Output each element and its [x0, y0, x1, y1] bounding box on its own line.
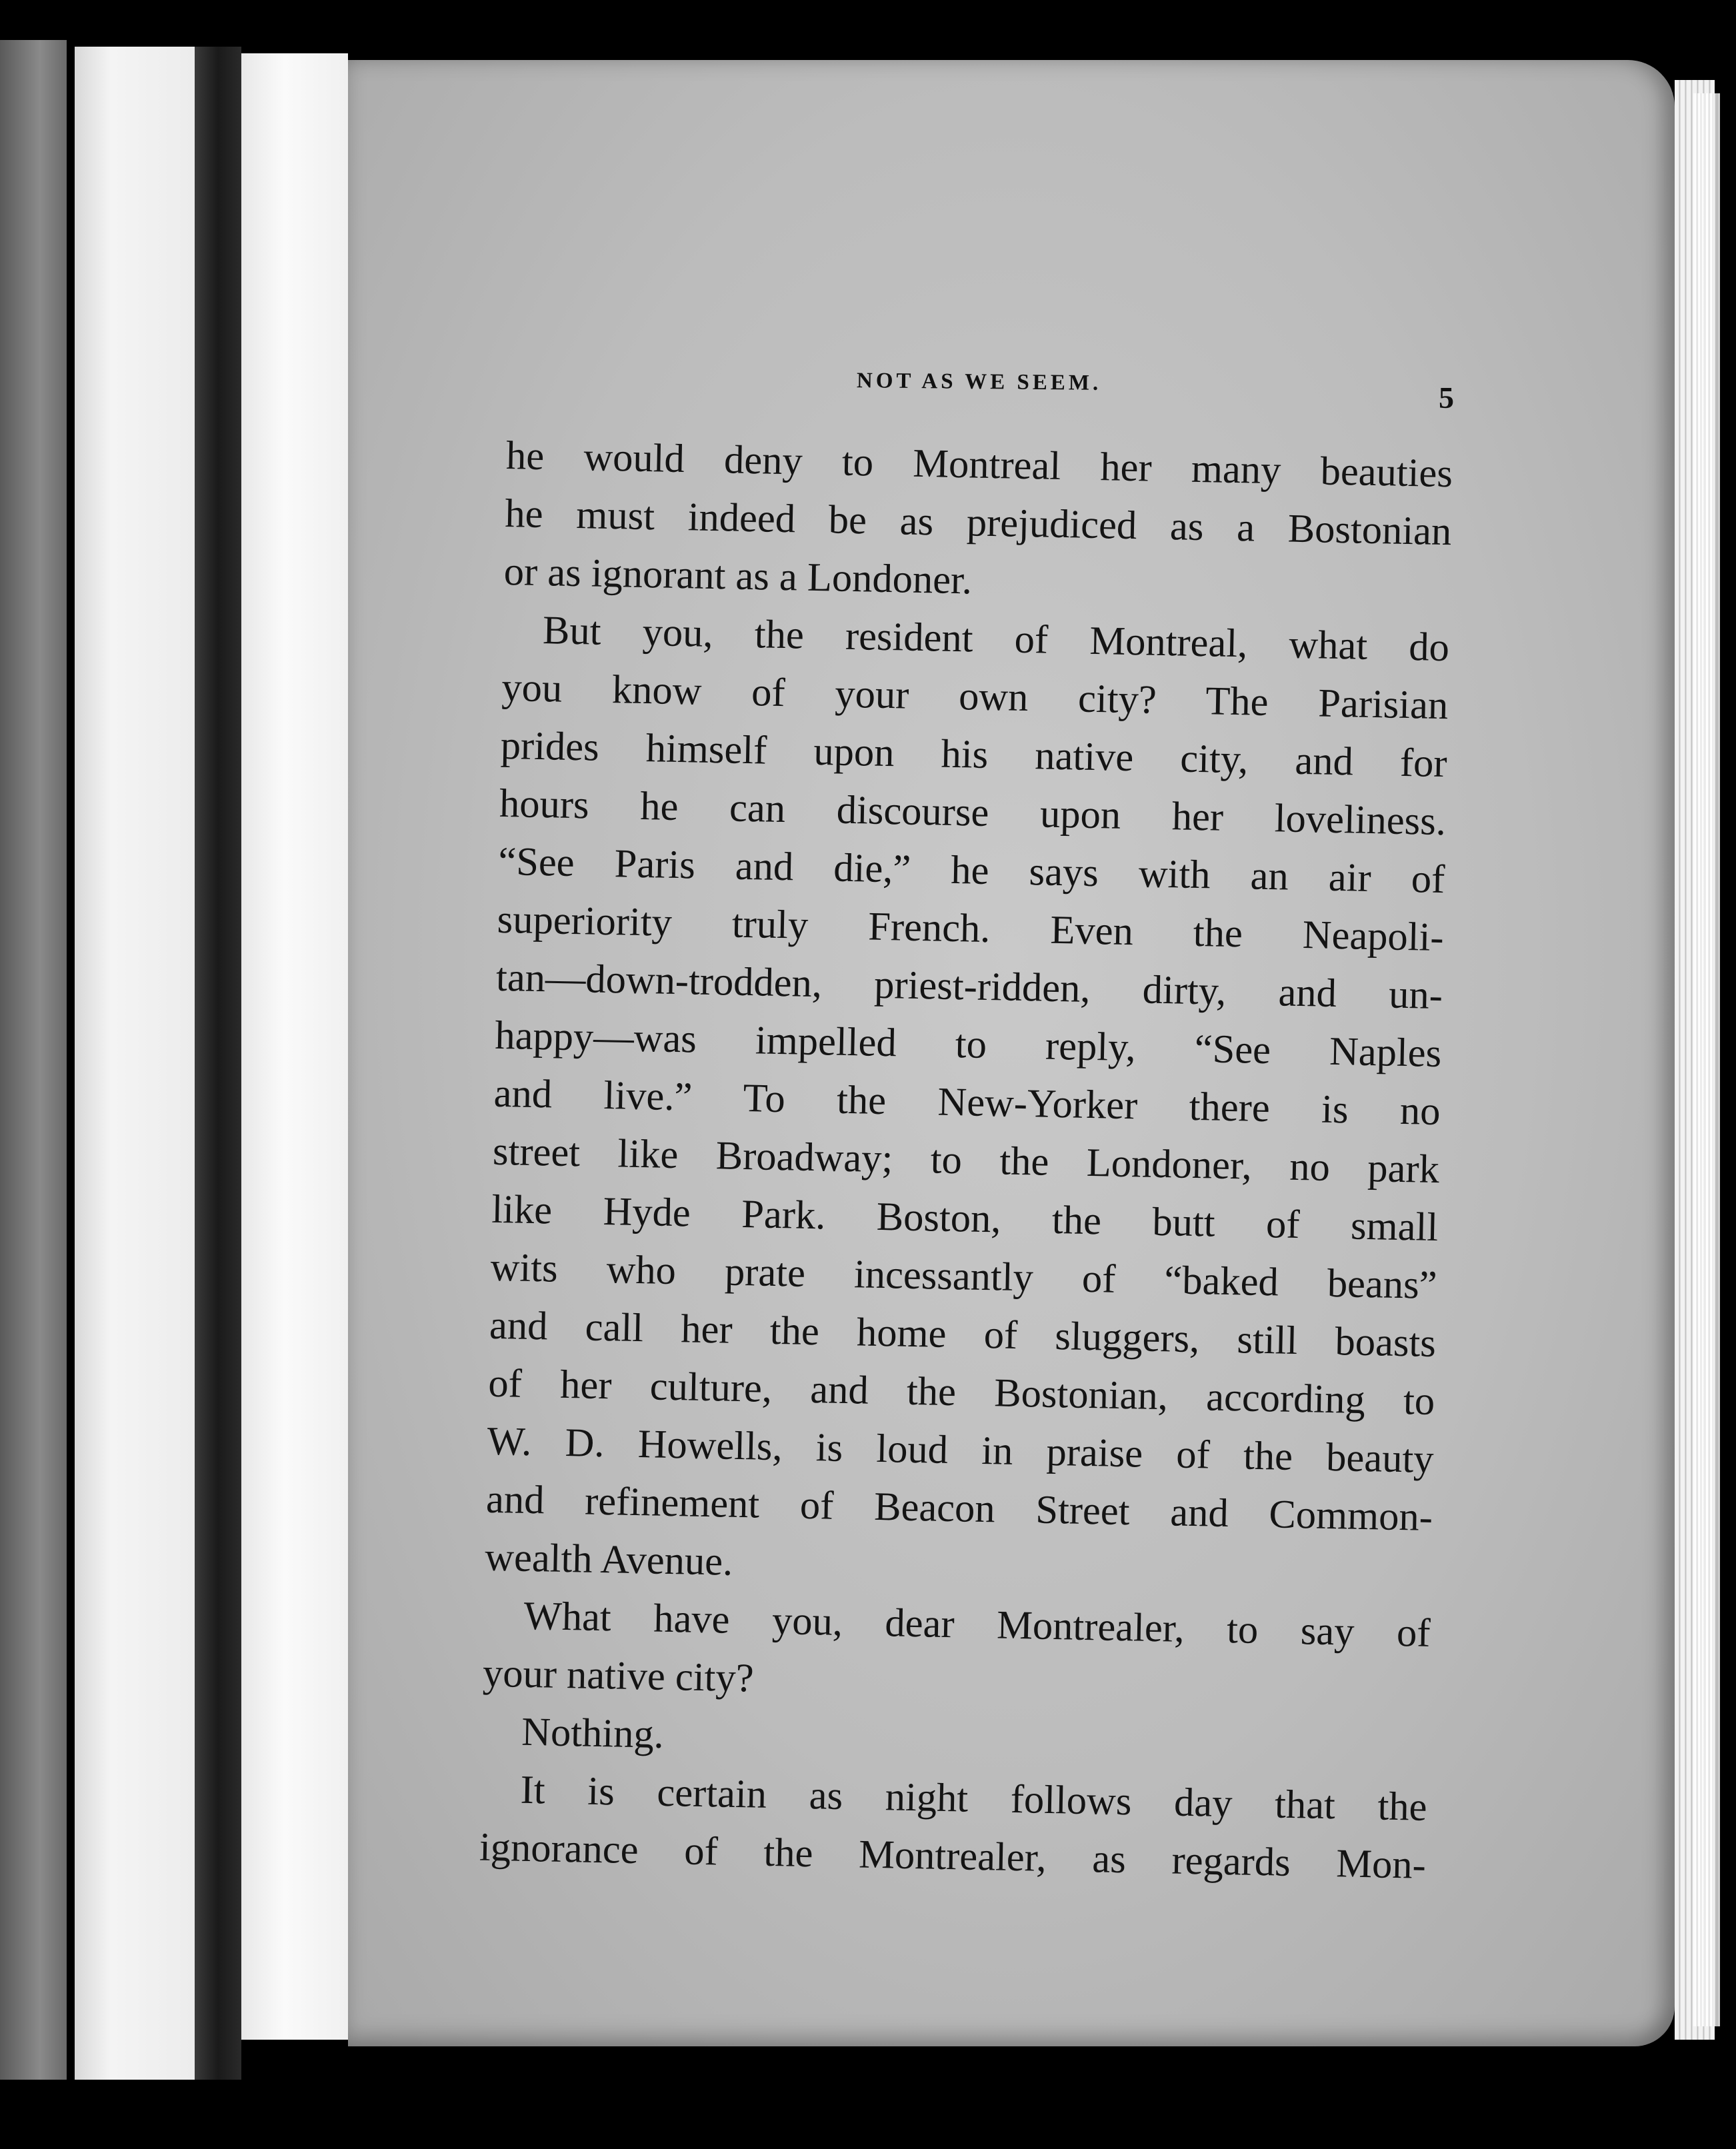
text-line: ignorance of the Montrealer, as regards Mon- [479, 1824, 1427, 1888]
running-head: NOT AS WE SEEM. [856, 369, 1102, 395]
text-line: W. D. Howells, is loud in praise of the beauty [487, 1418, 1435, 1482]
text-line: he must indeed be as prejudiced as a Bostonian [504, 491, 1452, 555]
page-number: 5 [1439, 381, 1454, 415]
text-line: or as ignorant as a Londoner. [503, 549, 973, 603]
text-line: tan—down-trodden, priest-ridden, dirty, and un- [495, 955, 1443, 1019]
text-line: superiority truly French. Even the Neapoli- [497, 897, 1445, 961]
text-line: wits who prate incessantly of “baked beans” [490, 1244, 1438, 1308]
text-line: and call her the home of sluggers, still boasts [489, 1302, 1437, 1366]
text-line: It is certain as night follows day that the [520, 1767, 1428, 1830]
text-line: he would deny to Montreal her many beauties [505, 433, 1453, 497]
text-line: hours he can discourse upon her loveliness. [499, 781, 1447, 845]
text-line: wealth Avenue. [484, 1534, 733, 1584]
text-line: of her culture, and the Bostonian, according to [487, 1360, 1435, 1424]
gutter-margin-left [75, 47, 195, 2080]
text-line: street like Broadway; to the Londoner, no park [492, 1128, 1440, 1192]
text-line: But you, the resident of Montreal, what do [542, 608, 1450, 671]
gutter-shadow [195, 47, 241, 2080]
gutter-margin-right [241, 53, 348, 2040]
page-stack-edge-outer [1693, 93, 1720, 2026]
text-line: and live.” To the New-Yorker there is no [493, 1071, 1441, 1134]
previous-leaf-edge [0, 40, 67, 2080]
text-line: your native city? [482, 1650, 755, 1701]
text-line: What have you, dear Montrealer, to say of [523, 1593, 1431, 1656]
text-line: you know of your own city? The Parisian [501, 665, 1449, 729]
body-text [479, 427, 1453, 1894]
text-line: happy—was impelled to reply, “See Naples [494, 1013, 1442, 1076]
text-line: like Hyde Park. Boston, the butt of small [491, 1186, 1439, 1250]
text-line: and refinement of Beacon Street and Common- [485, 1476, 1433, 1540]
text-line: “See Paris and die,” he says with an air of [497, 839, 1445, 903]
text-line: prides himself upon his native city, and for [500, 723, 1448, 787]
text-line: Nothing. [521, 1709, 665, 1757]
